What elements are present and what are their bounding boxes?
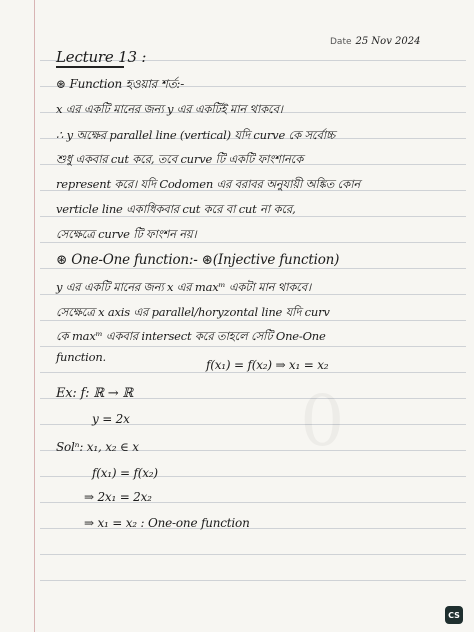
note-line: ∴ y অক্ষের parallel line (vertical) যদি curve কে সর্বোচ্চ xyxy=(56,128,336,142)
definition-formula: f(x₁) = f(x₂) ⇒ x₁ = x₂ xyxy=(206,358,329,372)
date-value: 25 Nov 2024 xyxy=(355,36,421,47)
camscanner-logo: CS xyxy=(445,606,463,624)
lecture-title: Lecture 13 : xyxy=(56,48,147,66)
ruled-line xyxy=(40,268,466,269)
date-field xyxy=(330,36,420,47)
note-line: function. xyxy=(56,350,106,364)
note-line: সেক্ষেত্রে x axis এর parallel/horyzontal line যদি curv xyxy=(56,305,330,319)
note-line: represent করে। যদি Codomen এর বরাবর অনুযায়ী অঙ্কিত কোন xyxy=(56,177,361,191)
note-line: verticle line একাধিকবার cut করে বা cut না করে, xyxy=(56,202,296,216)
heading-one-one-function: ⊛ One-One function:- ⊛(Injective function) xyxy=(56,252,340,268)
solution-conclusion: ⇒ x₁ = x₂ : One-one function xyxy=(84,516,250,530)
note-line: শুধু একবার cut করে, তবে curve টি একটি ফাংশানকে xyxy=(56,152,304,166)
ruled-line xyxy=(40,372,466,373)
date-label: Date xyxy=(330,37,352,47)
solution-line: f(x₁) = f(x₂) xyxy=(92,466,158,480)
title-underline xyxy=(56,66,124,68)
solution-line: Solⁿ: x₁, x₂ ∈ x xyxy=(56,440,139,454)
margin-line xyxy=(34,0,35,632)
bleed-through-mark xyxy=(300,380,345,462)
solution-line: ⇒ 2x₁ = 2x₂ xyxy=(84,490,152,504)
example-mapping: Ex: f: ℝ → ℝ xyxy=(56,386,134,401)
example-equation: y = 2x xyxy=(92,412,130,426)
note-line: y এর একটি মানের জন্য x এর maxᵐ একটা মান থাকবে। xyxy=(56,280,311,294)
note-line: x এর একটি মানের জন্য y এর একটিই মান থাকবে। xyxy=(56,102,283,116)
heading-function-condition: ⊛ Function হওয়ার শর্ত:- xyxy=(56,77,185,91)
note-line: সেক্ষেত্রে curve টি ফাংশন নয়। xyxy=(56,227,197,241)
ruled-line xyxy=(40,580,466,581)
ruled-line xyxy=(40,554,466,555)
note-line: কে maxᵐ একবার intersect করে তাহলে সেটি One-One xyxy=(56,329,326,343)
